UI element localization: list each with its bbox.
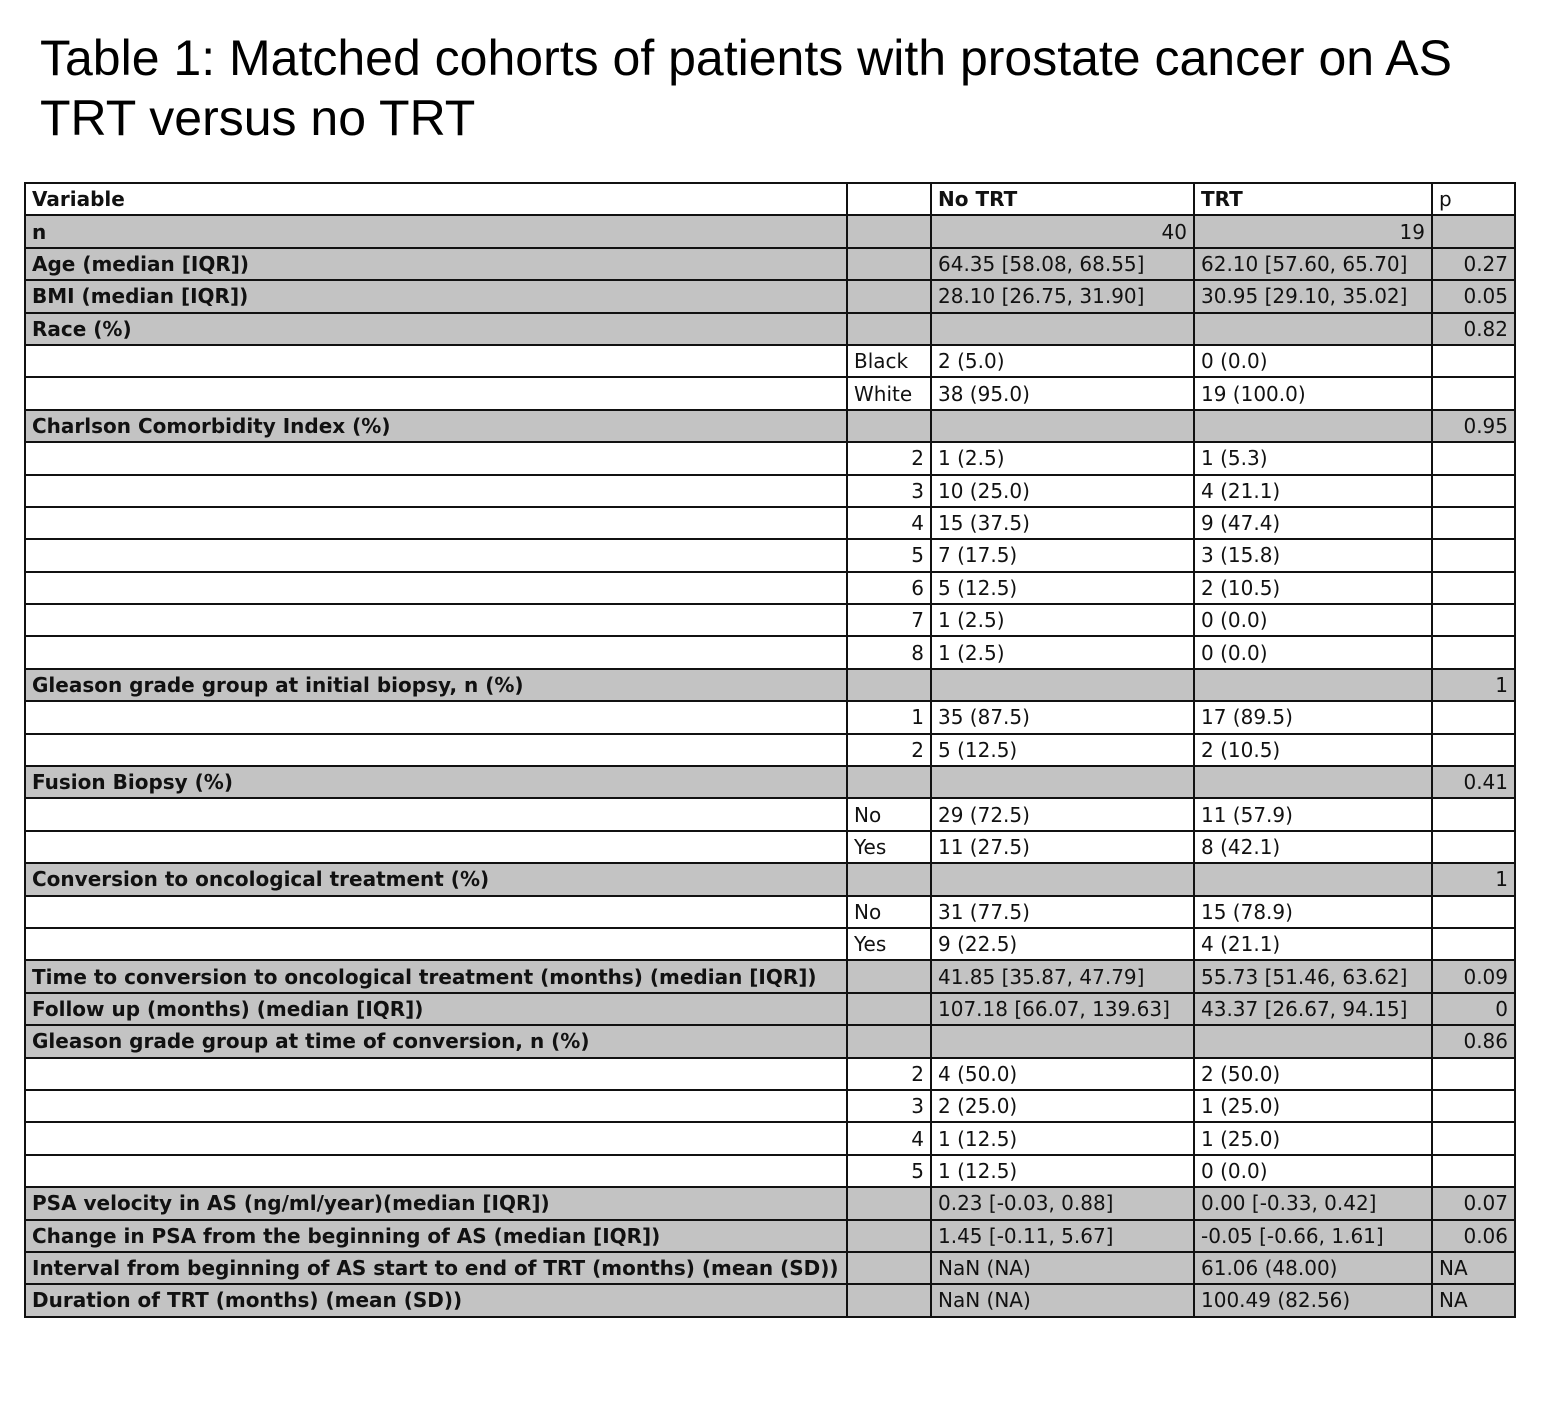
table-row	[25, 701, 1515, 733]
no-trt-cell: 0.23 [-0.03, 0.88]	[931, 1187, 1194, 1219]
p-value-cell	[1432, 604, 1515, 636]
level-cell	[847, 280, 931, 312]
table-row	[25, 313, 1515, 345]
level-cell	[847, 766, 931, 798]
level-cell: White	[847, 377, 931, 409]
table-row	[25, 960, 1515, 992]
variable-cell: Charlson Comorbidity Index (%)	[25, 410, 847, 442]
variable-cell	[25, 798, 847, 830]
trt-cell: 55.73 [51.46, 63.62]	[1194, 960, 1432, 992]
level-cell: 7	[847, 604, 931, 636]
no-trt-cell: 1.45 [-0.11, 5.67]	[931, 1220, 1194, 1252]
trt-cell: 0 (0.0)	[1194, 1155, 1432, 1187]
p-value-cell: NA	[1432, 1252, 1515, 1284]
level-cell: 4	[847, 1122, 931, 1154]
table-row	[25, 539, 1515, 571]
header-trt: TRT	[1194, 183, 1432, 215]
p-value-cell: 0.82	[1432, 313, 1515, 345]
p-value-cell: 1	[1432, 669, 1515, 701]
p-value-cell	[1432, 572, 1515, 604]
variable-cell: Follow up (months) (median [IQR])	[25, 993, 847, 1025]
p-value-cell	[1432, 377, 1515, 409]
level-cell: 3	[847, 1090, 931, 1122]
trt-cell: 1 (25.0)	[1194, 1090, 1432, 1122]
level-cell: 4	[847, 507, 931, 539]
table-row	[25, 1187, 1515, 1219]
trt-cell: 11 (57.9)	[1194, 798, 1432, 830]
table-row	[25, 507, 1515, 539]
p-value-cell	[1432, 1090, 1515, 1122]
variable-cell	[25, 377, 847, 409]
level-cell	[847, 248, 931, 280]
trt-cell: 19 (100.0)	[1194, 377, 1432, 409]
p-value-cell	[1432, 539, 1515, 571]
variable-cell	[25, 1155, 847, 1187]
p-value-cell	[1432, 734, 1515, 766]
header-no-trt: No TRT	[931, 183, 1194, 215]
header-level	[847, 183, 931, 215]
level-cell	[847, 863, 931, 895]
p-value-cell	[1432, 928, 1515, 960]
variable-cell: Change in PSA from the beginning of AS (median [IQR])	[25, 1220, 847, 1252]
p-value-cell: 0	[1432, 993, 1515, 1025]
table-row	[25, 1252, 1515, 1284]
level-cell	[847, 1284, 931, 1316]
variable-cell	[25, 636, 847, 668]
table-row	[25, 442, 1515, 474]
level-cell: No	[847, 896, 931, 928]
no-trt-cell	[931, 1025, 1194, 1057]
variable-cell	[25, 442, 847, 474]
variable-cell: Conversion to oncological treatment (%)	[25, 863, 847, 895]
no-trt-cell: 7 (17.5)	[931, 539, 1194, 571]
variable-cell	[25, 345, 847, 377]
level-cell: Yes	[847, 928, 931, 960]
variable-cell: Race (%)	[25, 313, 847, 345]
variable-cell	[25, 475, 847, 507]
p-value-cell: 0.06	[1432, 1220, 1515, 1252]
table-row	[25, 1025, 1515, 1057]
trt-cell: 100.49 (82.56)	[1194, 1284, 1432, 1316]
no-trt-cell: 5 (12.5)	[931, 572, 1194, 604]
table-row	[25, 928, 1515, 960]
trt-cell	[1194, 410, 1432, 442]
p-value-cell: 0.05	[1432, 280, 1515, 312]
trt-cell: 9 (47.4)	[1194, 507, 1432, 539]
no-trt-cell	[931, 410, 1194, 442]
header-p: p	[1432, 183, 1515, 215]
trt-cell: 8 (42.1)	[1194, 831, 1432, 863]
table-row	[25, 1090, 1515, 1122]
table-row	[25, 896, 1515, 928]
table-row	[25, 669, 1515, 701]
table-body	[25, 183, 1515, 1317]
trt-cell: 61.06 (48.00)	[1194, 1252, 1432, 1284]
trt-cell: 1 (5.3)	[1194, 442, 1432, 474]
level-cell	[847, 313, 931, 345]
trt-cell	[1194, 1025, 1432, 1057]
trt-cell: 62.10 [57.60, 65.70]	[1194, 248, 1432, 280]
no-trt-cell	[931, 669, 1194, 701]
no-trt-cell: 11 (27.5)	[931, 831, 1194, 863]
variable-cell: Interval from beginning of AS start to end of TRT (months) (mean (SD))	[25, 1252, 847, 1284]
level-cell: 2	[847, 1058, 931, 1090]
table-row	[25, 248, 1515, 280]
no-trt-cell	[931, 863, 1194, 895]
table-row	[25, 1122, 1515, 1154]
trt-cell: 2 (50.0)	[1194, 1058, 1432, 1090]
variable-cell: Fusion Biopsy (%)	[25, 766, 847, 798]
p-value-cell: 0.27	[1432, 248, 1515, 280]
table-row	[25, 475, 1515, 507]
variable-cell: Gleason grade group at time of conversion, n (%)	[25, 1025, 847, 1057]
p-value-cell	[1432, 701, 1515, 733]
no-trt-cell: 40	[931, 215, 1194, 247]
table-row	[25, 993, 1515, 1025]
p-value-cell: NA	[1432, 1284, 1515, 1316]
trt-cell: 30.95 [29.10, 35.02]	[1194, 280, 1432, 312]
no-trt-cell: 1 (2.5)	[931, 442, 1194, 474]
variable-cell	[25, 701, 847, 733]
level-cell: Yes	[847, 831, 931, 863]
table-row	[25, 410, 1515, 442]
trt-cell: 0 (0.0)	[1194, 636, 1432, 668]
table-row	[25, 1155, 1515, 1187]
no-trt-cell: 4 (50.0)	[931, 1058, 1194, 1090]
level-cell: 5	[847, 539, 931, 571]
table-row	[25, 572, 1515, 604]
no-trt-cell: 41.85 [35.87, 47.79]	[931, 960, 1194, 992]
level-cell: 8	[847, 636, 931, 668]
level-cell	[847, 1025, 931, 1057]
trt-cell	[1194, 766, 1432, 798]
level-cell	[847, 1220, 931, 1252]
p-value-cell: 0.41	[1432, 766, 1515, 798]
variable-cell	[25, 572, 847, 604]
table-row	[25, 636, 1515, 668]
no-trt-cell: 1 (12.5)	[931, 1122, 1194, 1154]
p-value-cell	[1432, 636, 1515, 668]
header-variable: Variable	[25, 183, 847, 215]
table-row	[25, 1220, 1515, 1252]
p-value-cell: 0.86	[1432, 1025, 1515, 1057]
no-trt-cell: 2 (5.0)	[931, 345, 1194, 377]
trt-cell: 2 (10.5)	[1194, 572, 1432, 604]
no-trt-cell: 38 (95.0)	[931, 377, 1194, 409]
trt-cell: 0.00 [-0.33, 0.42]	[1194, 1187, 1432, 1219]
no-trt-cell: 107.18 [66.07, 139.63]	[931, 993, 1194, 1025]
level-cell	[847, 1187, 931, 1219]
table-row	[25, 831, 1515, 863]
trt-cell	[1194, 313, 1432, 345]
p-value-cell: 0.09	[1432, 960, 1515, 992]
p-value-cell	[1432, 475, 1515, 507]
variable-cell	[25, 1122, 847, 1154]
p-value-cell	[1432, 442, 1515, 474]
table-row	[25, 1284, 1515, 1316]
table-row	[25, 280, 1515, 312]
trt-cell: 2 (10.5)	[1194, 734, 1432, 766]
trt-cell: 19	[1194, 215, 1432, 247]
trt-cell: 4 (21.1)	[1194, 928, 1432, 960]
no-trt-cell: 1 (2.5)	[931, 604, 1194, 636]
p-value-cell	[1432, 215, 1515, 247]
variable-cell	[25, 928, 847, 960]
trt-cell: 3 (15.8)	[1194, 539, 1432, 571]
no-trt-cell: 1 (12.5)	[931, 1155, 1194, 1187]
trt-cell: 17 (89.5)	[1194, 701, 1432, 733]
no-trt-cell: 15 (37.5)	[931, 507, 1194, 539]
table-row	[25, 604, 1515, 636]
no-trt-cell	[931, 313, 1194, 345]
data-table	[24, 182, 1516, 1318]
level-cell: Black	[847, 345, 931, 377]
trt-cell: 4 (21.1)	[1194, 475, 1432, 507]
no-trt-cell: 5 (12.5)	[931, 734, 1194, 766]
level-cell	[847, 960, 931, 992]
no-trt-cell: 35 (87.5)	[931, 701, 1194, 733]
level-cell: 3	[847, 475, 931, 507]
no-trt-cell: 29 (72.5)	[931, 798, 1194, 830]
p-value-cell: 0.07	[1432, 1187, 1515, 1219]
trt-cell	[1194, 863, 1432, 895]
p-value-cell	[1432, 896, 1515, 928]
trt-cell: 0 (0.0)	[1194, 604, 1432, 636]
table-row	[25, 215, 1515, 247]
table-title: Table 1: Matched cohorts of patients with prostate cancer on AS TRT versus no TRT	[40, 30, 1452, 146]
header-row	[25, 183, 1515, 215]
variable-cell	[25, 507, 847, 539]
variable-cell: Duration of TRT (months) (mean (SD))	[25, 1284, 847, 1316]
no-trt-cell: NaN (NA)	[931, 1252, 1194, 1284]
level-cell	[847, 669, 931, 701]
variable-cell: BMI (median [IQR])	[25, 280, 847, 312]
no-trt-cell: 10 (25.0)	[931, 475, 1194, 507]
table-row	[25, 766, 1515, 798]
p-value-cell: 1	[1432, 863, 1515, 895]
level-cell	[847, 215, 931, 247]
no-trt-cell: 9 (22.5)	[931, 928, 1194, 960]
table-row	[25, 345, 1515, 377]
table-row	[25, 734, 1515, 766]
table-row	[25, 863, 1515, 895]
variable-cell: Age (median [IQR])	[25, 248, 847, 280]
variable-cell: PSA velocity in AS (ng/ml/year)(median [IQR])	[25, 1187, 847, 1219]
variable-cell	[25, 1090, 847, 1122]
trt-cell: -0.05 [-0.66, 1.61]	[1194, 1220, 1432, 1252]
p-value-cell	[1432, 831, 1515, 863]
p-value-cell	[1432, 507, 1515, 539]
table-row	[25, 1058, 1515, 1090]
level-cell: 2	[847, 442, 931, 474]
level-cell	[847, 1252, 931, 1284]
p-value-cell	[1432, 1155, 1515, 1187]
variable-cell	[25, 896, 847, 928]
table-row	[25, 377, 1515, 409]
variable-cell: Gleason grade group at initial biopsy, n (%)	[25, 669, 847, 701]
p-value-cell	[1432, 1122, 1515, 1154]
no-trt-cell: 1 (2.5)	[931, 636, 1194, 668]
trt-cell: 1 (25.0)	[1194, 1122, 1432, 1154]
p-value-cell	[1432, 345, 1515, 377]
level-cell	[847, 410, 931, 442]
no-trt-cell: 64.35 [58.08, 68.55]	[931, 248, 1194, 280]
trt-cell: 43.37 [26.67, 94.15]	[1194, 993, 1432, 1025]
variable-cell	[25, 734, 847, 766]
level-cell: No	[847, 798, 931, 830]
trt-cell: 15 (78.9)	[1194, 896, 1432, 928]
no-trt-cell	[931, 766, 1194, 798]
table-row	[25, 798, 1515, 830]
trt-cell: 0 (0.0)	[1194, 345, 1432, 377]
variable-cell	[25, 604, 847, 636]
trt-cell	[1194, 669, 1432, 701]
p-value-cell	[1432, 798, 1515, 830]
variable-cell	[25, 1058, 847, 1090]
no-trt-cell: 28.10 [26.75, 31.90]	[931, 280, 1194, 312]
no-trt-cell: 2 (25.0)	[931, 1090, 1194, 1122]
level-cell	[847, 993, 931, 1025]
level-cell: 6	[847, 572, 931, 604]
level-cell: 5	[847, 1155, 931, 1187]
level-cell: 2	[847, 734, 931, 766]
variable-cell: Time to conversion to oncological treatment (months) (median [IQR])	[25, 960, 847, 992]
variable-cell	[25, 831, 847, 863]
variable-cell	[25, 539, 847, 571]
no-trt-cell: 31 (77.5)	[931, 896, 1194, 928]
variable-cell: n	[25, 215, 847, 247]
no-trt-cell: NaN (NA)	[931, 1284, 1194, 1316]
p-value-cell: 0.95	[1432, 410, 1515, 442]
level-cell: 1	[847, 701, 931, 733]
p-value-cell	[1432, 1058, 1515, 1090]
